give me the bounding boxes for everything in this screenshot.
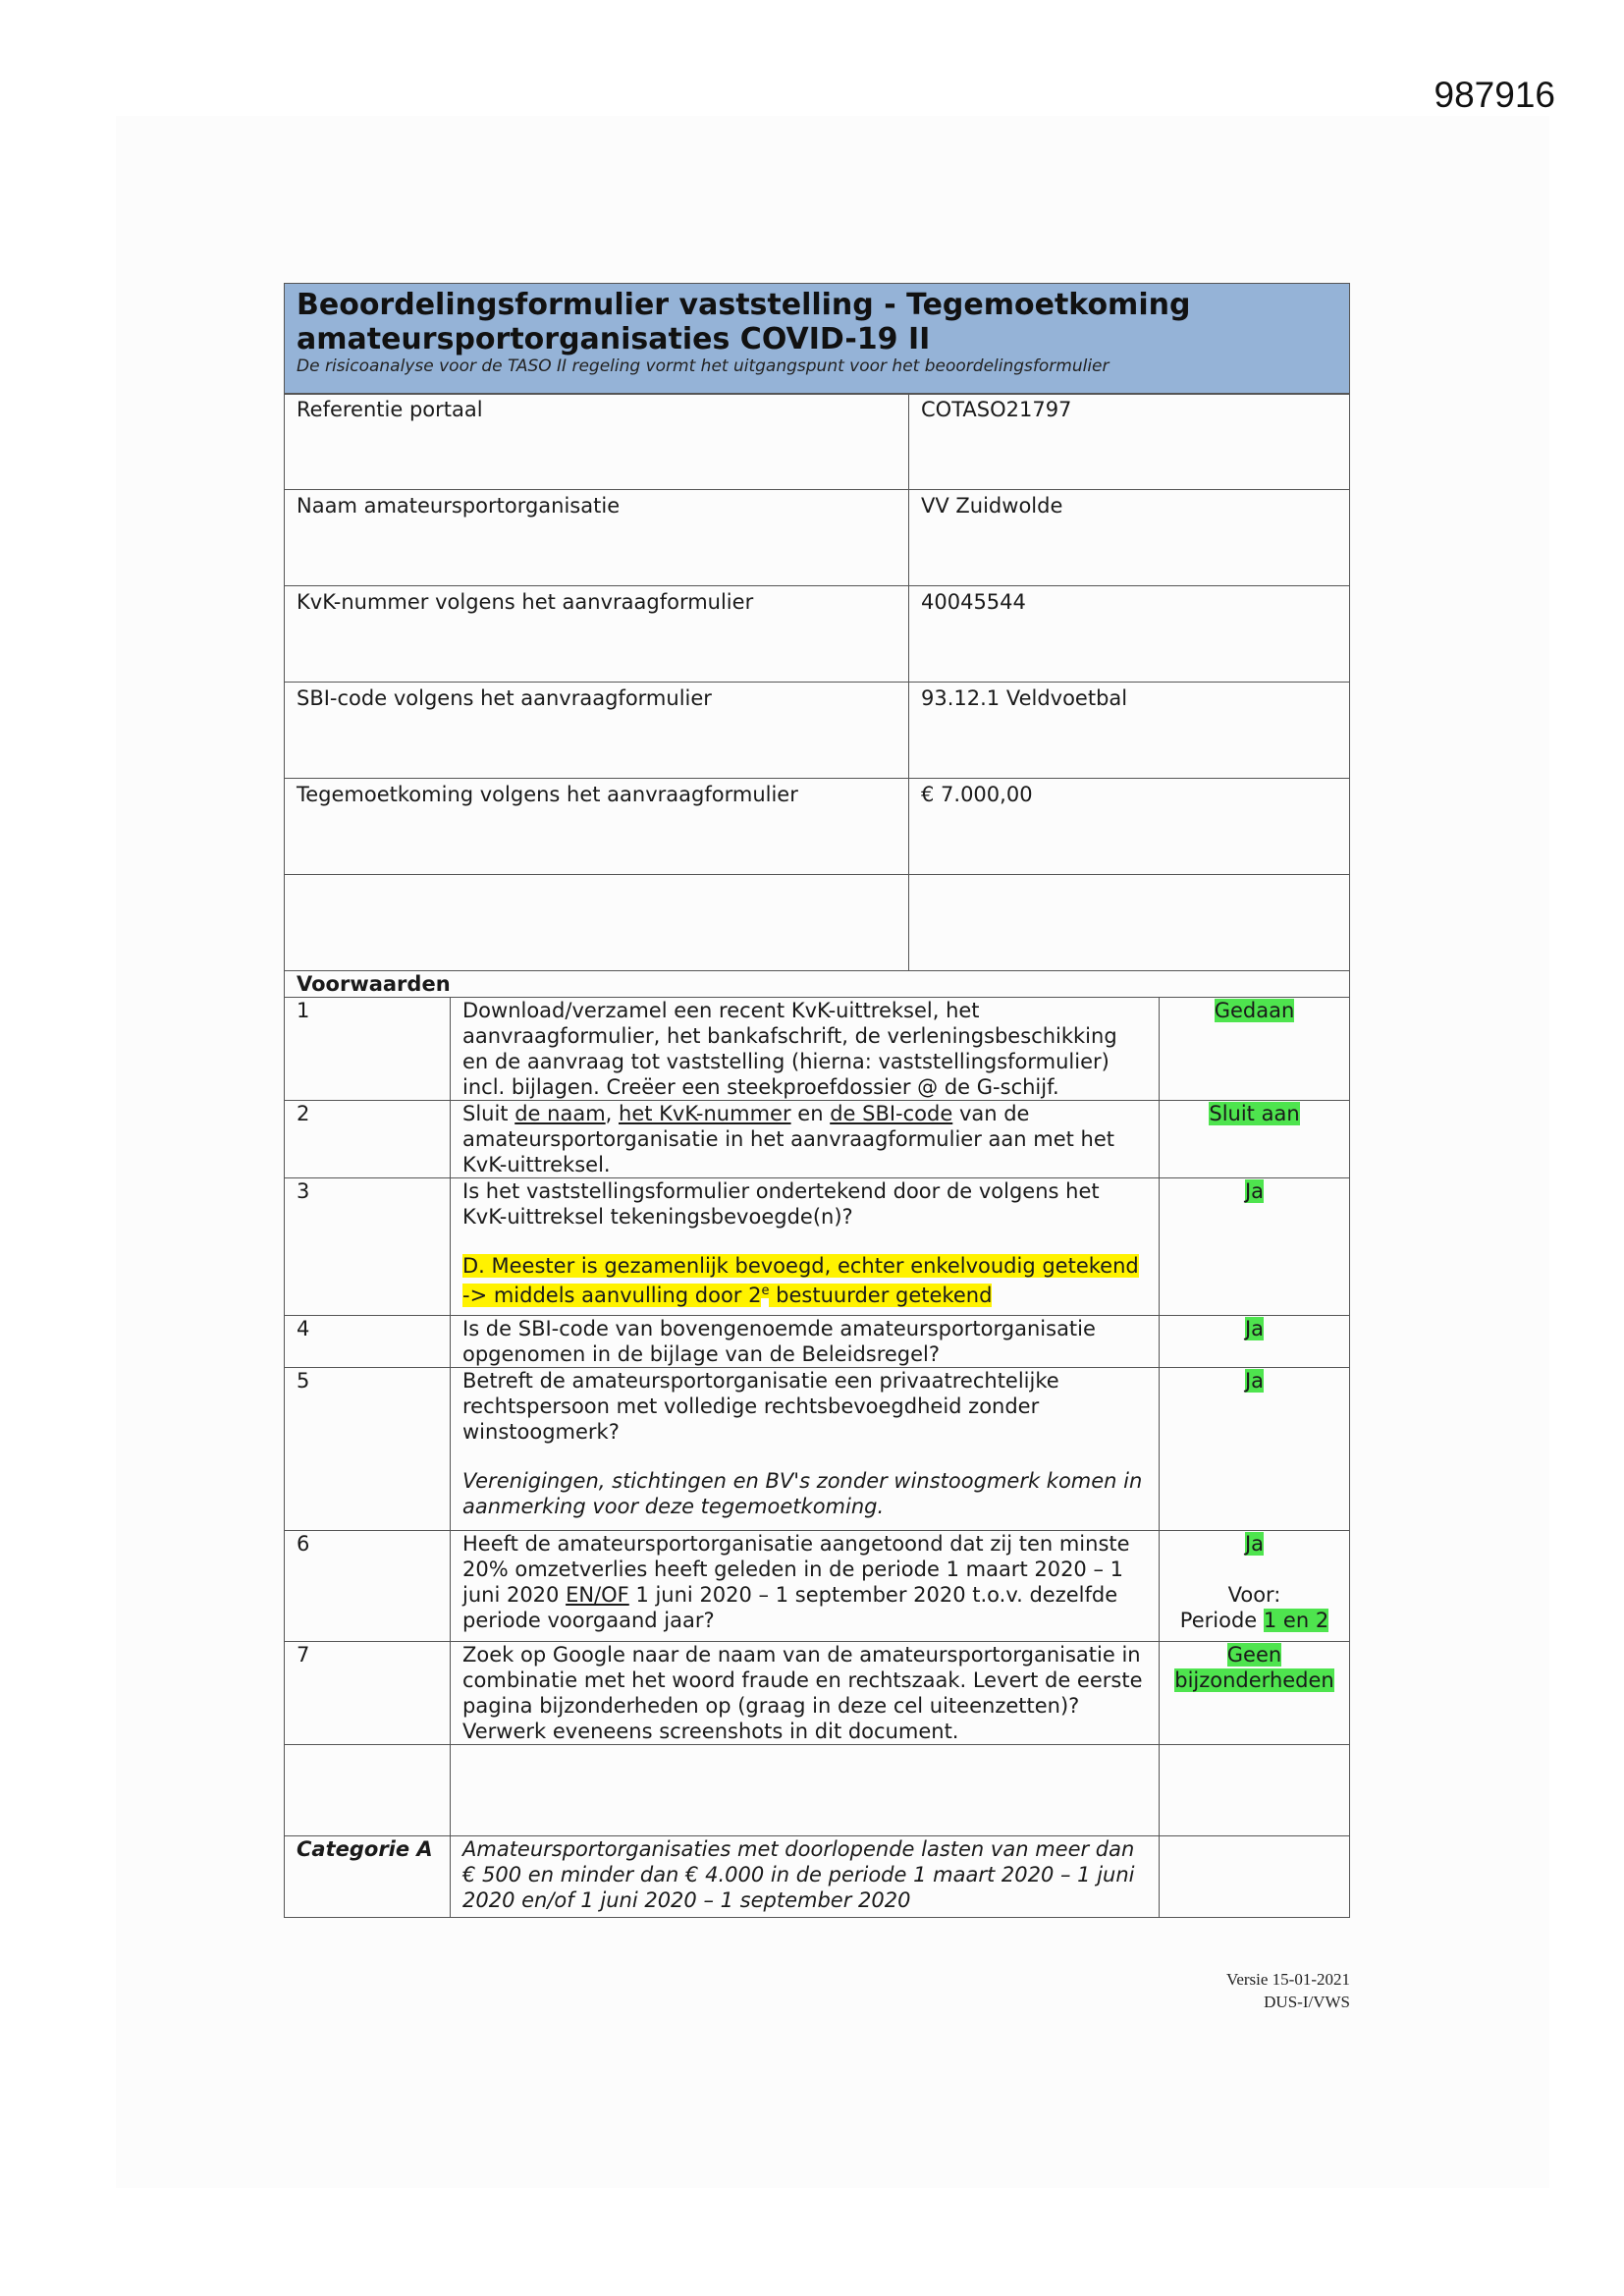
text-part: Heeft de amateursportorganisatie aangetoond dat zij ten minste 20% omzetverlies heeft geleden in de periode 1 maart 2020 – 1 juni 2020: [462, 1531, 1130, 1607]
text-underlined: de naam: [514, 1101, 606, 1125]
condition-text: Download/verzamel een recent KvK-uittreksel, het aanvraagformulier, het bankafschrift, de verleningsbeschikking en de aanvraag tot vaststelling (hierna: vaststellingsformulier) incl. bijlagen. Creëer een steekproefdossier @ de G-schijf.: [451, 997, 1160, 1100]
condition-answer: [1160, 1367, 1350, 1530]
form-title-line-2: amateursportorganisaties COVID-19 II: [297, 322, 931, 356]
text-part: en: [790, 1101, 831, 1125]
condition-row-7: [285, 1641, 1350, 1744]
field-row-name: [285, 490, 1350, 586]
field-row-kvk: [285, 586, 1350, 683]
periode-highlight: 1 en 2: [1263, 1608, 1329, 1632]
condition-text: [451, 1367, 1160, 1530]
spacer: [462, 1445, 1147, 1468]
condition-answer: [1160, 997, 1350, 1100]
category-row: [285, 1835, 1350, 1917]
condition-note: Verenigingen, stichtingen en BV's zonder winstoogmerk komen in aanmerking voor deze tegemoetkoming.: [462, 1468, 1143, 1518]
category-answer-empty: [1160, 1835, 1350, 1917]
text-underlined: de SBI-code: [830, 1101, 953, 1125]
note-highlight: D. Meester is gezamenlijk bevoegd, echter enkelvoudig getekend -> middels aanvulling door 2: [462, 1253, 1139, 1307]
condition-number: 7: [285, 1641, 451, 1744]
field-row-sbi: [285, 683, 1350, 779]
answer-highlight: Gedaan: [1214, 998, 1295, 1022]
form-title-line-1: Beoordelingsformulier vaststelling - Tegemoetkoming: [297, 288, 1191, 322]
category-label: Categorie A: [285, 1835, 451, 1917]
empty-cell: [285, 1744, 451, 1835]
field-label: Naam amateursportorganisatie: [285, 490, 909, 586]
condition-row-6: [285, 1530, 1350, 1641]
note-superscript: e: [761, 1283, 770, 1298]
form-subtitle: De risicoanalyse voor de TASO II regeling vormt het uitgangspunt voor het beoordelingsformulier: [297, 356, 1110, 376]
text-part: Sluit: [462, 1101, 515, 1125]
field-label: KvK-nummer volgens het aanvraagformulier: [285, 586, 909, 683]
condition-number: 4: [285, 1315, 451, 1367]
answer-highlight: Ja: [1244, 1368, 1265, 1393]
spacer: [462, 1230, 1147, 1253]
footer-version: Versie 15-01-2021: [1225, 1970, 1350, 1989]
document-number: 987916: [1434, 75, 1555, 115]
condition-answer: [1160, 1315, 1350, 1367]
assessment-form: [284, 283, 1350, 1918]
field-value: € 7.000,00: [909, 779, 1350, 875]
field-label-empty: [285, 875, 909, 971]
condition-row-5: [285, 1367, 1350, 1530]
field-value: 40045544: [909, 586, 1350, 683]
condition-row-4: [285, 1315, 1350, 1367]
field-row-amount: [285, 779, 1350, 875]
condition-row-3: [285, 1177, 1350, 1315]
field-row-empty: [285, 875, 1350, 971]
condition-number: 5: [285, 1367, 451, 1530]
field-label: SBI-code volgens het aanvraagformulier: [285, 683, 909, 779]
conditions-table: [284, 970, 1350, 1918]
condition-number: 1: [285, 997, 451, 1100]
condition-number: 6: [285, 1530, 451, 1641]
answer-highlight: bijzonderheden: [1174, 1667, 1334, 1692]
empty-cell: [1160, 1744, 1350, 1835]
answer-periode: [1164, 1608, 1345, 1633]
empty-cell: [451, 1744, 1160, 1835]
form-header-table: [284, 283, 1350, 395]
text-part: 1 juni 2020 – 1 september 2020 t.o.v. dezelfde periode voorgaand jaar?: [462, 1582, 1118, 1632]
field-value-empty: [909, 875, 1350, 971]
answer-highlight: Geen: [1226, 1642, 1282, 1667]
condition-row-2: [285, 1100, 1350, 1177]
form-header: [285, 284, 1350, 395]
spacer: [1164, 1557, 1345, 1582]
text-underlined: het KvK-nummer: [619, 1101, 791, 1125]
footer-department: DUS-I/VWS: [1264, 1993, 1350, 2011]
condition-answer: [1160, 1530, 1350, 1641]
answer-highlight: Ja: [1244, 1316, 1265, 1340]
field-label: Referentie portaal: [285, 394, 909, 490]
footer: [1178, 1968, 1350, 2013]
condition-question: Is het vaststellingsformulier ondertekend door de volgens het KvK-uittreksel tekeningsbevoegde(n)?: [462, 1178, 1100, 1229]
condition-row-empty: [285, 1744, 1350, 1835]
answer-highlight: Ja: [1244, 1531, 1265, 1556]
conditions-title: Voorwaarden: [285, 970, 1350, 997]
field-row-reference: [285, 394, 1350, 490]
condition-number: 3: [285, 1177, 451, 1315]
condition-text: [451, 1530, 1160, 1641]
condition-note: [462, 1253, 1147, 1308]
condition-text: Zoek op Google naar de naam van de amateursportorganisatie in combinatie met het woord fraude en rechtszaak. Levert de eerste pagina bijzonderheden op (graag in deze cel uiteenzetten)? Verwerk eveneens screenshots in dit document.: [451, 1641, 1160, 1744]
condition-text: [451, 1177, 1160, 1315]
field-value: 93.12.1 Veldvoetbal: [909, 683, 1350, 779]
text-part: ,: [605, 1101, 620, 1125]
field-value: VV Zuidwolde: [909, 490, 1350, 586]
text-part: van de amateursportorganisatie in het aanvraagformulier aan met het KvK-uittreksel.: [462, 1101, 1114, 1176]
fields-table: [284, 393, 1350, 971]
field-value: COTASO21797: [909, 394, 1350, 490]
condition-text: [451, 1100, 1160, 1177]
condition-question: Betreft de amateursportorganisatie een privaatrechtelijke rechtspersoon met volledige rechtsbevoegdheid zonder winstoogmerk?: [462, 1368, 1059, 1444]
field-label: Tegemoetkoming volgens het aanvraagformulier: [285, 779, 909, 875]
answer-voor: Voor:: [1227, 1582, 1281, 1607]
condition-text: Is de SBI-code van bovengenoemde amateursportorganisatie opgenomen in de bijlage van de Beleidsregel?: [451, 1315, 1160, 1367]
note-highlight: bestuurder getekend: [769, 1283, 993, 1307]
condition-number: 2: [285, 1100, 451, 1177]
condition-answer: [1160, 1177, 1350, 1315]
condition-answer: [1160, 1100, 1350, 1177]
category-text: Amateursportorganisaties met doorlopende lasten van meer dan € 500 en minder dan € 4.000 in de periode 1 maart 2020 – 1 juni 2020 en/of 1 juni 2020 – 1 september 2020: [451, 1835, 1160, 1917]
answer-highlight: Ja: [1244, 1178, 1265, 1203]
periode-label: Periode: [1179, 1608, 1264, 1632]
condition-answer: [1160, 1641, 1350, 1744]
condition-row-1: [285, 997, 1350, 1100]
answer-highlight: Sluit aan: [1209, 1101, 1300, 1125]
text-underlined: EN/OF: [566, 1582, 629, 1607]
